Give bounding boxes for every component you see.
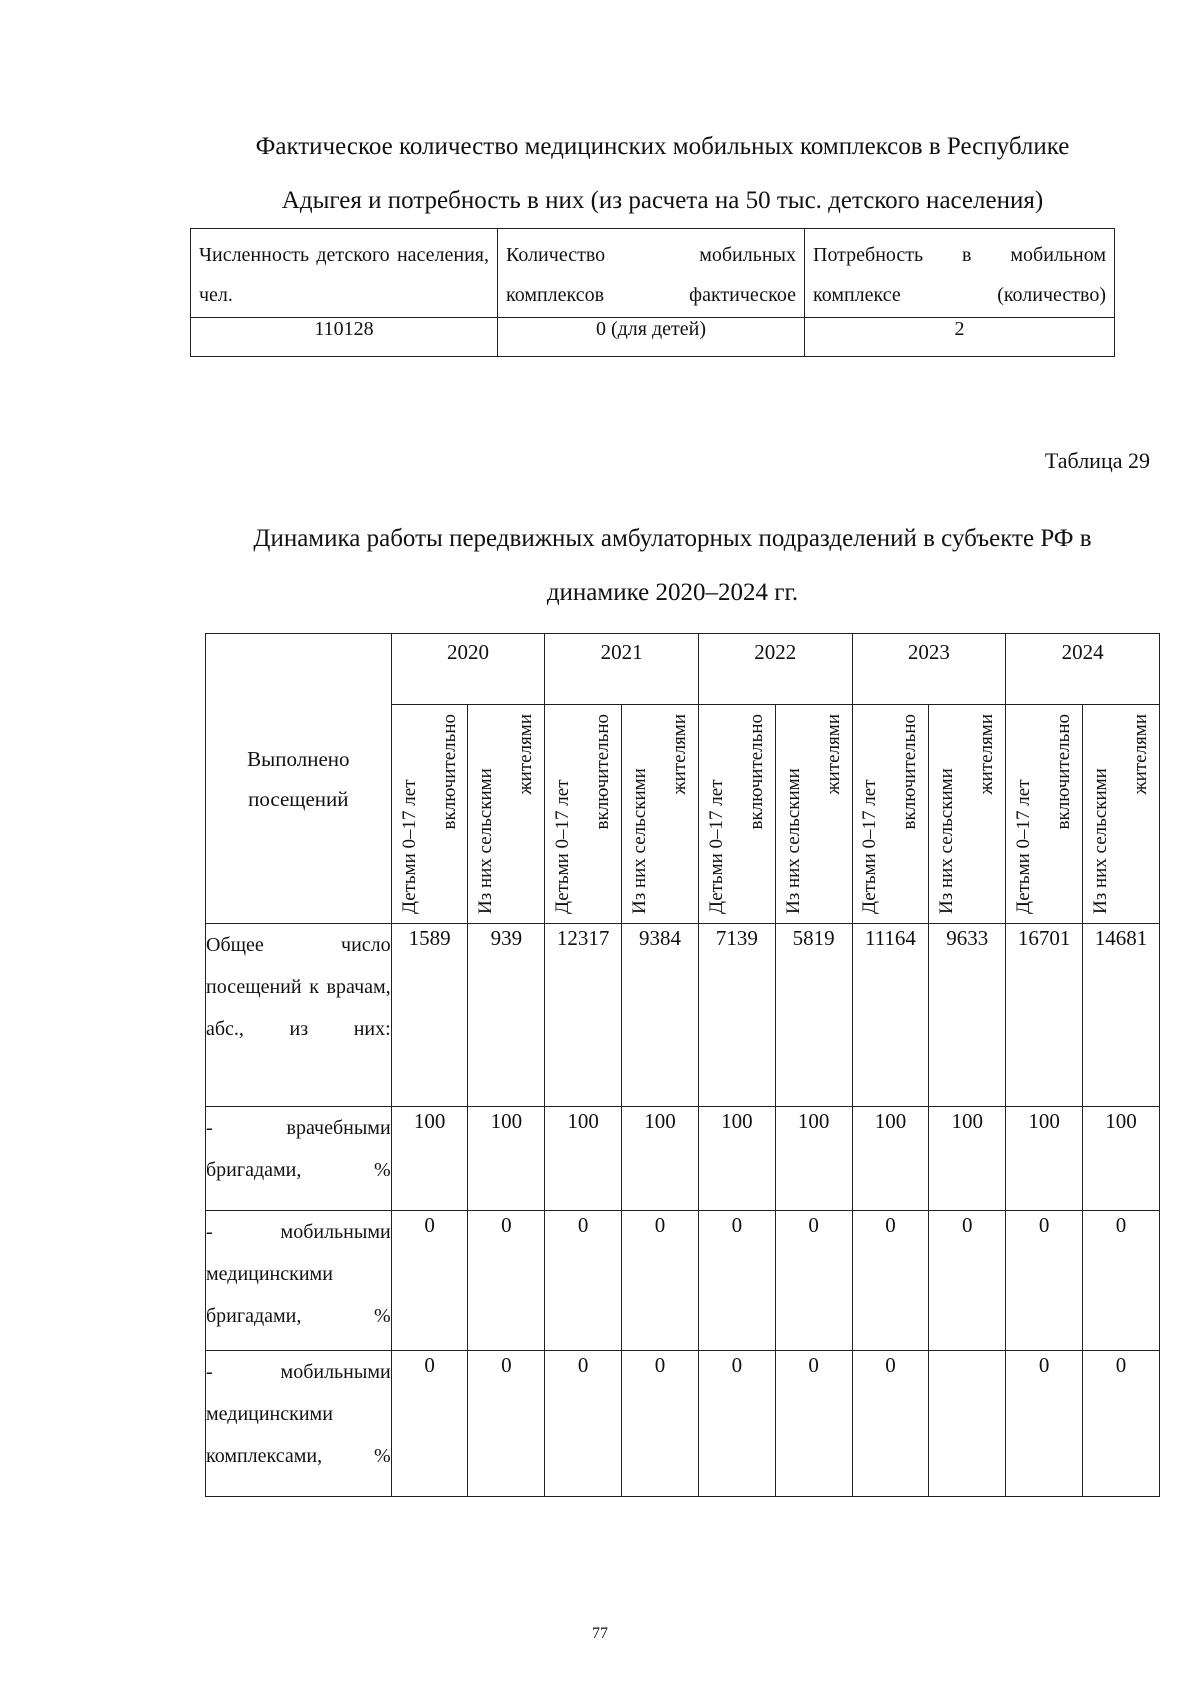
cell-value: 0 [622, 1211, 699, 1351]
cell-value [929, 1351, 1006, 1497]
cell-value: 0 [1006, 1351, 1083, 1497]
table-title-2 [185, 512, 1160, 620]
cell-value: 0 [698, 1211, 775, 1351]
table-row [206, 924, 1160, 1107]
cell-value: 939 [468, 924, 545, 1107]
cell-value: 0 [929, 1211, 1006, 1351]
t1-population: 110128 [191, 318, 498, 357]
cell-value: 0 [775, 1211, 852, 1351]
table-row [206, 1107, 1160, 1211]
cell-value: 100 [775, 1107, 852, 1211]
t2-year: 2023 [852, 634, 1006, 705]
t2-year: 2022 [698, 634, 852, 705]
t2-year: 2021 [545, 634, 699, 705]
t2-sub-rural: Из них сельскими жителями [622, 705, 699, 924]
table-row [206, 1211, 1160, 1351]
table-row [206, 1351, 1160, 1497]
cell-value: 100 [852, 1107, 929, 1211]
cell-value: 100 [1006, 1107, 1083, 1211]
cell-value: 0 [852, 1211, 929, 1351]
page-number: 77 [592, 1625, 608, 1642]
cell-value: 0 [468, 1211, 545, 1351]
cell-value: 0 [391, 1351, 468, 1497]
cell-value: 100 [391, 1107, 468, 1211]
cell-value: 0 [391, 1211, 468, 1351]
cell-value: 100 [1083, 1107, 1160, 1211]
cell-value: 0 [545, 1211, 622, 1351]
t2-sub-children: Детьми 0–17 лет включительно [1006, 705, 1083, 924]
t2-row-header: Выполнено посещений [206, 634, 392, 924]
mobile-units-dynamics-table [205, 633, 1160, 1497]
cell-value: 0 [545, 1351, 622, 1497]
t2-sub-rural: Из них сельскими жителями [775, 705, 852, 924]
cell-value: 9384 [622, 924, 699, 1107]
row-label: Общее число посещений к врачам, абс., из них: [206, 924, 392, 1107]
cell-value: 0 [1083, 1351, 1160, 1497]
cell-value: 100 [468, 1107, 545, 1211]
t1-header-population: Численность детского населения, чел. [191, 229, 498, 318]
t2-sub-rural: Из них сельскими жителями [1083, 705, 1160, 924]
row-label: - мобильными медицинскими комплексами, % [206, 1351, 392, 1497]
cell-value: 100 [545, 1107, 622, 1211]
cell-value: 11164 [852, 924, 929, 1107]
cell-value: 0 [698, 1351, 775, 1497]
title1-line2: Адыгея и потребность в них (из расчета на 50 тыс. детского населения) [281, 187, 1044, 214]
cell-value: 0 [852, 1351, 929, 1497]
mobile-complexes-table [190, 228, 1115, 357]
t2-year: 2024 [1006, 634, 1160, 705]
title1-line1: Фактическое количество медицинских мобильных комплексов в Республике [255, 133, 1070, 160]
t2-sub-children: Детьми 0–17 лет включительно [698, 705, 775, 924]
cell-value: 7139 [698, 924, 775, 1107]
cell-value: 0 [1006, 1211, 1083, 1351]
table-title-1 [175, 120, 1150, 228]
cell-value: 9633 [929, 924, 1006, 1107]
cell-value: 0 [775, 1351, 852, 1497]
cell-value: 16701 [1006, 924, 1083, 1107]
cell-value: 100 [622, 1107, 699, 1211]
t2-sub-children: Детьми 0–17 лет включительно [391, 705, 468, 924]
cell-value: 100 [929, 1107, 1006, 1211]
cell-value: 1589 [391, 924, 468, 1107]
row-label: - врачебными бригадами, % [206, 1107, 392, 1211]
title2-line2: динамике 2020–2024 гг. [546, 579, 799, 606]
table-label: Таблица 29 [1044, 448, 1150, 473]
t2-sub-rural: Из них сельскими жителями [468, 705, 545, 924]
t2-sub-children: Детьми 0–17 лет включительно [852, 705, 929, 924]
t2-sub-rural: Из них сельскими жителями [929, 705, 1006, 924]
cell-value: 14681 [1083, 924, 1160, 1107]
title2-line1: Динамика работы передвижных амбулаторных подразделений в субъекте РФ в [253, 525, 1092, 552]
cell-value: 0 [1083, 1211, 1160, 1351]
t1-need: 2 [805, 318, 1115, 357]
row-label: - мобильными медицинскими бригадами, % [206, 1211, 392, 1351]
t1-header-actual: Количество мобильных комплексов фактическое [498, 229, 805, 318]
t2-sub-children: Детьми 0–17 лет включительно [545, 705, 622, 924]
cell-value: 12317 [545, 924, 622, 1107]
cell-value: 0 [622, 1351, 699, 1497]
t2-year: 2020 [391, 634, 545, 705]
t1-header-need: Потребность в мобильном комплексе (количество) [805, 229, 1115, 318]
cell-value: 0 [468, 1351, 545, 1497]
cell-value: 5819 [775, 924, 852, 1107]
t1-actual: 0 (для детей) [498, 318, 805, 357]
cell-value: 100 [698, 1107, 775, 1211]
